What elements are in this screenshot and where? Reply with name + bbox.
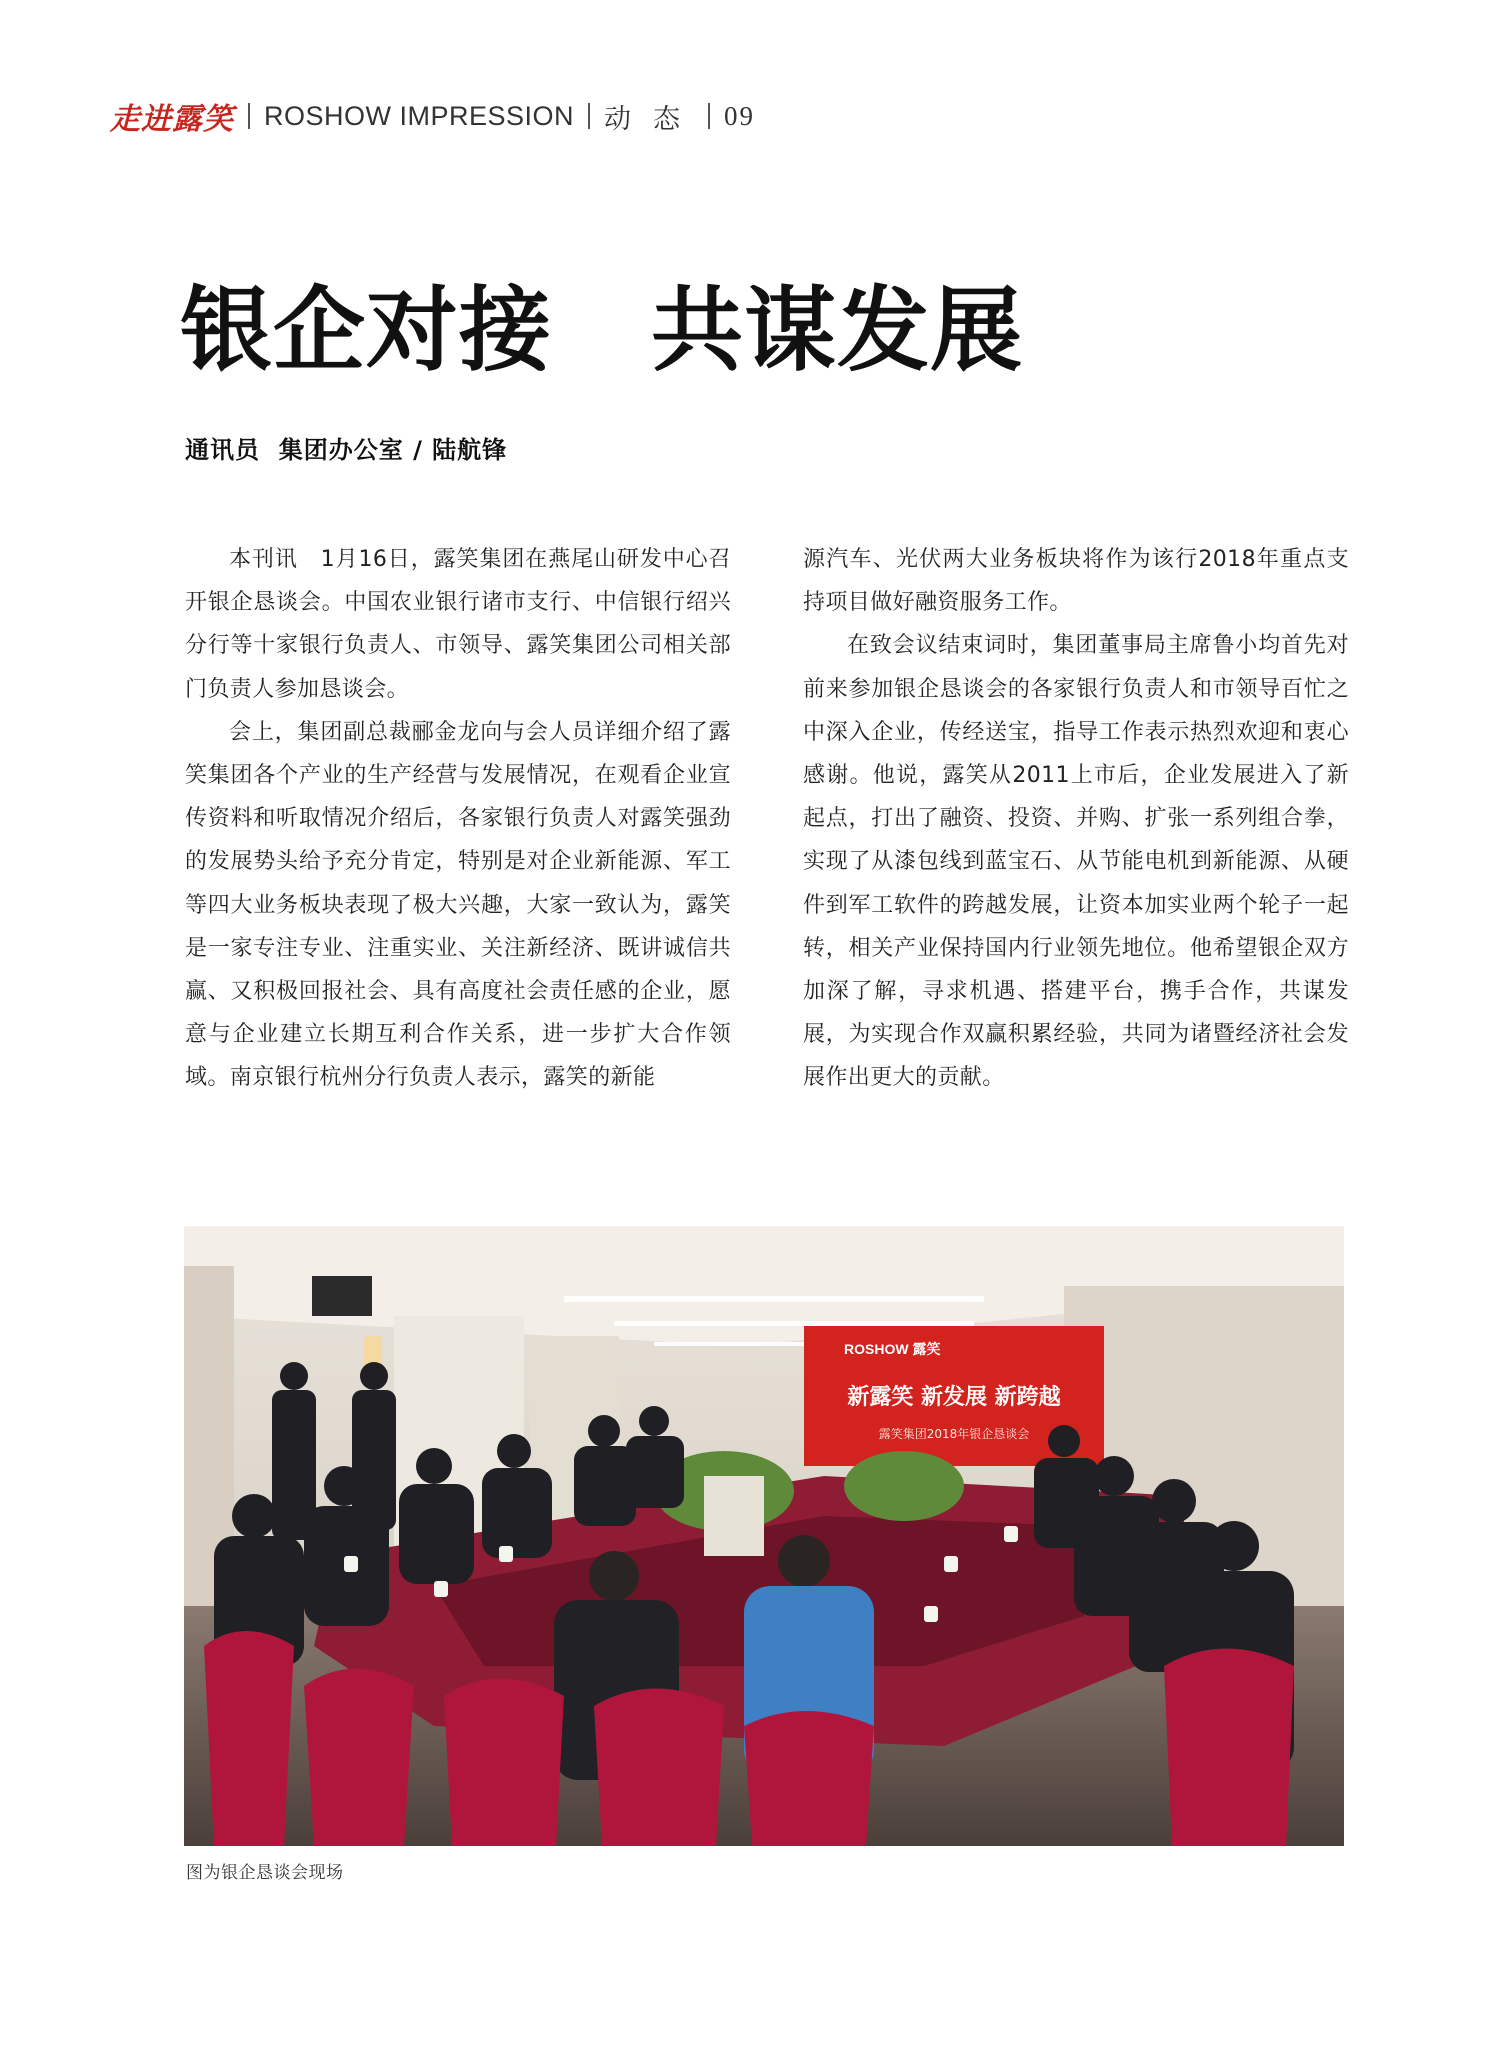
screen-subtitle: 露笑集团2018年银企恳谈会	[878, 1427, 1030, 1441]
page-number: 09	[724, 100, 756, 131]
paragraph: 源汽车、光伏两大业务板块将作为该行2018年重点支持项目做好融资服务工作。	[803, 547, 1349, 616]
article-byline: 通讯员 集团办公室 / 陆航锋	[185, 436, 508, 464]
paragraph: 本刊讯 1月16日，露笑集团在燕尾山研发中心召开银企恳谈会。中国农业银行诸市支行、中信银行绍兴分行等十家银行负责人、市领导、露笑集团公司相关部门负责人参加恳谈会。	[185, 547, 731, 702]
page-header	[110, 96, 755, 136]
magazine-english-title: ROSHOW IMPRESSION	[264, 100, 575, 131]
header-divider	[588, 103, 590, 129]
paragraph: 会上，集团副总裁郦金龙向与会人员详细介绍了露笑集团各个产业的生产经营与发展情况，在观看企业宣传资料和听取情况介绍后，各家银行负责人对露笑强劲的发展势头给予充分肯定，特别是对企业新能源、军工等四大业务板块表现了极大兴趣，大家一致认为，露笑是一家专注专业、注重实业、关注新经济、既讲诚信共赢、又积极回报社会、具有高度社会责任感的企业，愿意与企业建立长期互利合作关系，进一步扩大合作领域。南京银行杭州分行负责人表示，露笑的新能	[185, 719, 731, 1091]
photo-caption: 图为银企恳谈会现场	[186, 1863, 344, 1883]
article-title: 银企对接 共谋发展	[180, 277, 1024, 384]
header-divider	[248, 103, 250, 129]
article-column-right	[803, 538, 1349, 1100]
magazine-brand: 走进露笑	[110, 102, 234, 137]
screen-logo: ROSHOW 露笑	[844, 1341, 941, 1357]
screen-slogan: 新露笑 新发展 新跨越	[847, 1384, 1061, 1410]
paragraph: 在致会议结束词时，集团董事局主席鲁小均首先对前来参加银企恳谈会的各家银行负责人和市领导百忙之中深入企业，传经送宝，指导工作表示热烈欢迎和衷心感谢。他说，露笑从2011上市后，企业发展进入了新起点，打出了融资、投资、并购、扩张一系列组合拳，实现了从漆包线到蓝宝石、从节能电机到新能源、从硬件到军工软件的跨越发展，让资本加实业两个轮子一起转，相关产业保持国内行业领先地位。他希望银企双方加深了解，寻求机遇、搭建平台，携手合作，共谋发展，为实现合作双赢积累经验，共同为诸暨经济社会发展作出更大的贡献。	[803, 633, 1349, 1091]
meeting-scene-illustration	[184, 1226, 1344, 1846]
section-category: 动态	[604, 103, 703, 135]
article-column-left	[185, 538, 731, 1100]
meeting-photo	[184, 1226, 1344, 1846]
header-divider	[708, 103, 710, 129]
